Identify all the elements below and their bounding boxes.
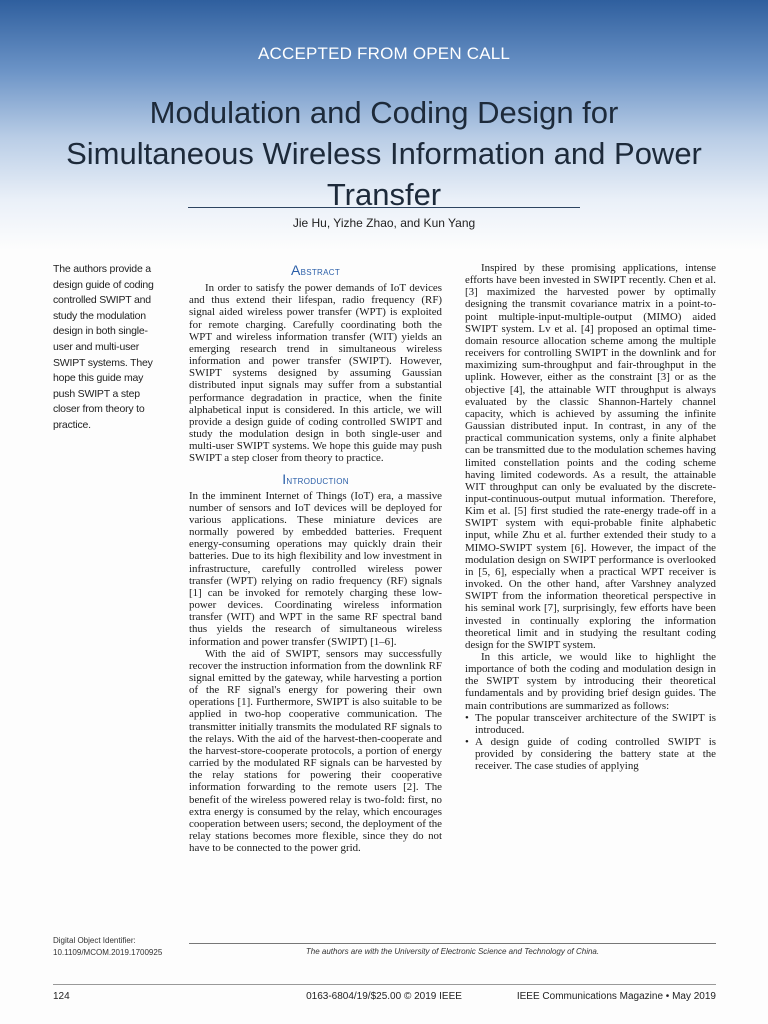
page-number: 124 xyxy=(53,991,70,1002)
contribution-item xyxy=(465,736,716,772)
bullet-icon: • xyxy=(465,711,469,724)
issn-line: 0163-6804/19/$25.00 © 2019 IEEE xyxy=(306,991,462,1002)
affiliation-note: The authors are with the University of Electronic Science and Technology of China. xyxy=(305,947,600,956)
paper-title: Modulation and Coding Design for Simultaneous Wireless Information and Power Transfer xyxy=(66,95,702,212)
footnote-rule xyxy=(189,943,716,944)
contribution-text: The popular transceiver architecture of the SWIPT is introduced. xyxy=(475,711,716,736)
introduction-heading xyxy=(189,470,442,487)
doi-value: 10.1109/MCOM.2019.1700925 xyxy=(53,947,163,957)
intro-paragraph-4: In this article, we would like to highlight the importance of both the coding and modulation design in the SWIPT system by introducing their theoretical fundamentals and by providing brief design guides. The main contributions are summarized as follows: xyxy=(465,651,716,712)
abstract-heading xyxy=(189,264,442,278)
column-right xyxy=(465,262,716,773)
intro-paragraph-3: Inspired by these promising applications, intense efforts have been invested in SWIPT recently. Chen et al. [3] maximized the harvested power by optimally designing the transmit covariance matrix in a point-to-point multiple-input-multiple-output (MIMO) aided SWIPT system. Lv et al. [4] proposed an optimal time-domain resource allocation scheme among the multiple receivers for controlling SWIPT in the downlink and for maximizing sum-throughput and fair-throughput in the uplink. However, either as the constraint [3] or as the objective [4], the attainable WIT throughput is always evaluated by the classic Shannon-Hartely channel capacity, which is achieved by assuming the infinite Gaussian distributed input. In contrast, in any of the practical communication systems, only a finite alphabet can be transmitted due to the modulation schemes having limited constellation points and the coding scheme having limited codewords. As a result, the attainable WIT throughput can only be evaluated by the discrete-input-continuous-output mutual information. Therefore, Kim et al. [5] first studied the rate-energy trade-off in a SWIPT system with equi-probable finite alphabetic input, while Zhu et al. further extended their study to a MIMO-SWIPT system [6]. However, the impact of the modulation design on SWIPT performance is overlooked in [5, 6], especially when a practical WPT receiver is invoked. On the other hand, after Varshney analyzed SWIPT from the information theoretical perspective in his seminal work [7], surprisingly, few efforts have been invested in continually exploring the information theoretical limit and in studying the resultant coding design for the SWIPT system. xyxy=(465,262,716,651)
abstract-text: In order to satisfy the power demands of IoT devices and thus extend their lifespan, radio frequency (RF) signal aided wireless power transfer (WPT) is exploited for remote charging. Carefully coordinating both the WPT and wireless information transfer (WIT) yields an emerging research trend in simultaneous wireless information and power transfer (SWIPT). However, SWIPT systems designed by assuming Gaussian distributed input signals may suffer from a substantial performance degradation in practice, when the finite alphabetical input is considered. In this article, we will provide a design guide of coding controlled SWIPT and study the modulation design in both single-user and multi-user SWIPT systems. We hope this guide may push SWIPT a step closer from theory to practice. xyxy=(189,282,442,465)
abstract-heading-text: Abstract xyxy=(290,262,341,278)
contribution-text: A design guide of coding controlled SWIPT is provided by considering the battery state at the receiver. The case studies of applying xyxy=(475,736,716,773)
section-label: ACCEPTED FROM OPEN CALL xyxy=(257,44,511,63)
pull-quote: The authors provide a design guide of coding controlled SWIPT and study the modulation design in both single-user and multi-user SWIPT systems. They hope this guide may push SWIPT a step closer from theory to practice. xyxy=(53,263,154,431)
intro-paragraph-2: With the aid of SWIPT, sensors may successfully recover the instruction information from the downlink RF signal emitted by the gateway, while harvesting a portion of the RF signal's energy for powering their own operations [1]. Furthermore, SWIPT is also suitable to be applied in two-hop cooperative communication. The transmitter initially transmits the modulated RF signals to the relays. With the aid of the harvest-then-cooperate and the harvest-store-cooperate protocols, a portion of energy carried by the modulated RF signals can be harvested by the relay stations for powering their cooperative information forwarding to the remote users [2]. The benefit of the wireless powered relay is two-fold: first, no extra energy is consumed by the relay, which encourages cooperation between users; second, the deployment of the relay stations becomes more flexible, since they do not have to be connected to the power grid. xyxy=(189,647,442,855)
doi-label: Digital Object Identifier: xyxy=(53,936,136,945)
bullet-icon: • xyxy=(465,736,469,749)
introduction-heading-text: Introduction xyxy=(282,470,349,487)
contribution-item xyxy=(465,712,716,736)
doi-block xyxy=(53,935,203,958)
authors: Jie Hu, Yizhe Zhao, and Kun Yang xyxy=(292,216,476,230)
journal-line: IEEE Communications Magazine • May 2019 xyxy=(516,991,716,1002)
footer-rule xyxy=(53,984,716,985)
column-left xyxy=(189,262,442,854)
contributions-list xyxy=(465,712,716,773)
intro-paragraph-1: In the imminent Internet of Things (IoT) era, a massive number of sensors and IoT devices will be deployed for various applications. These miniature devices are normally powered by embedded batteries. Frequent energy-consuming operations may quickly drain their batteries. Due to its high flexibility and low investment in infrastructure, carefully controlled wireless power transfer (WPT) relying on radio frequency (RF) signals [1] can be invoked for remotely charging these low-power devices. Coordinating wireless information transfer (WIT) and WPT in the same RF spectral band thus yields the research of simultaneous wireless information and power transfer (SWIPT) [1–6]. xyxy=(189,489,442,648)
title-rule xyxy=(188,207,580,208)
